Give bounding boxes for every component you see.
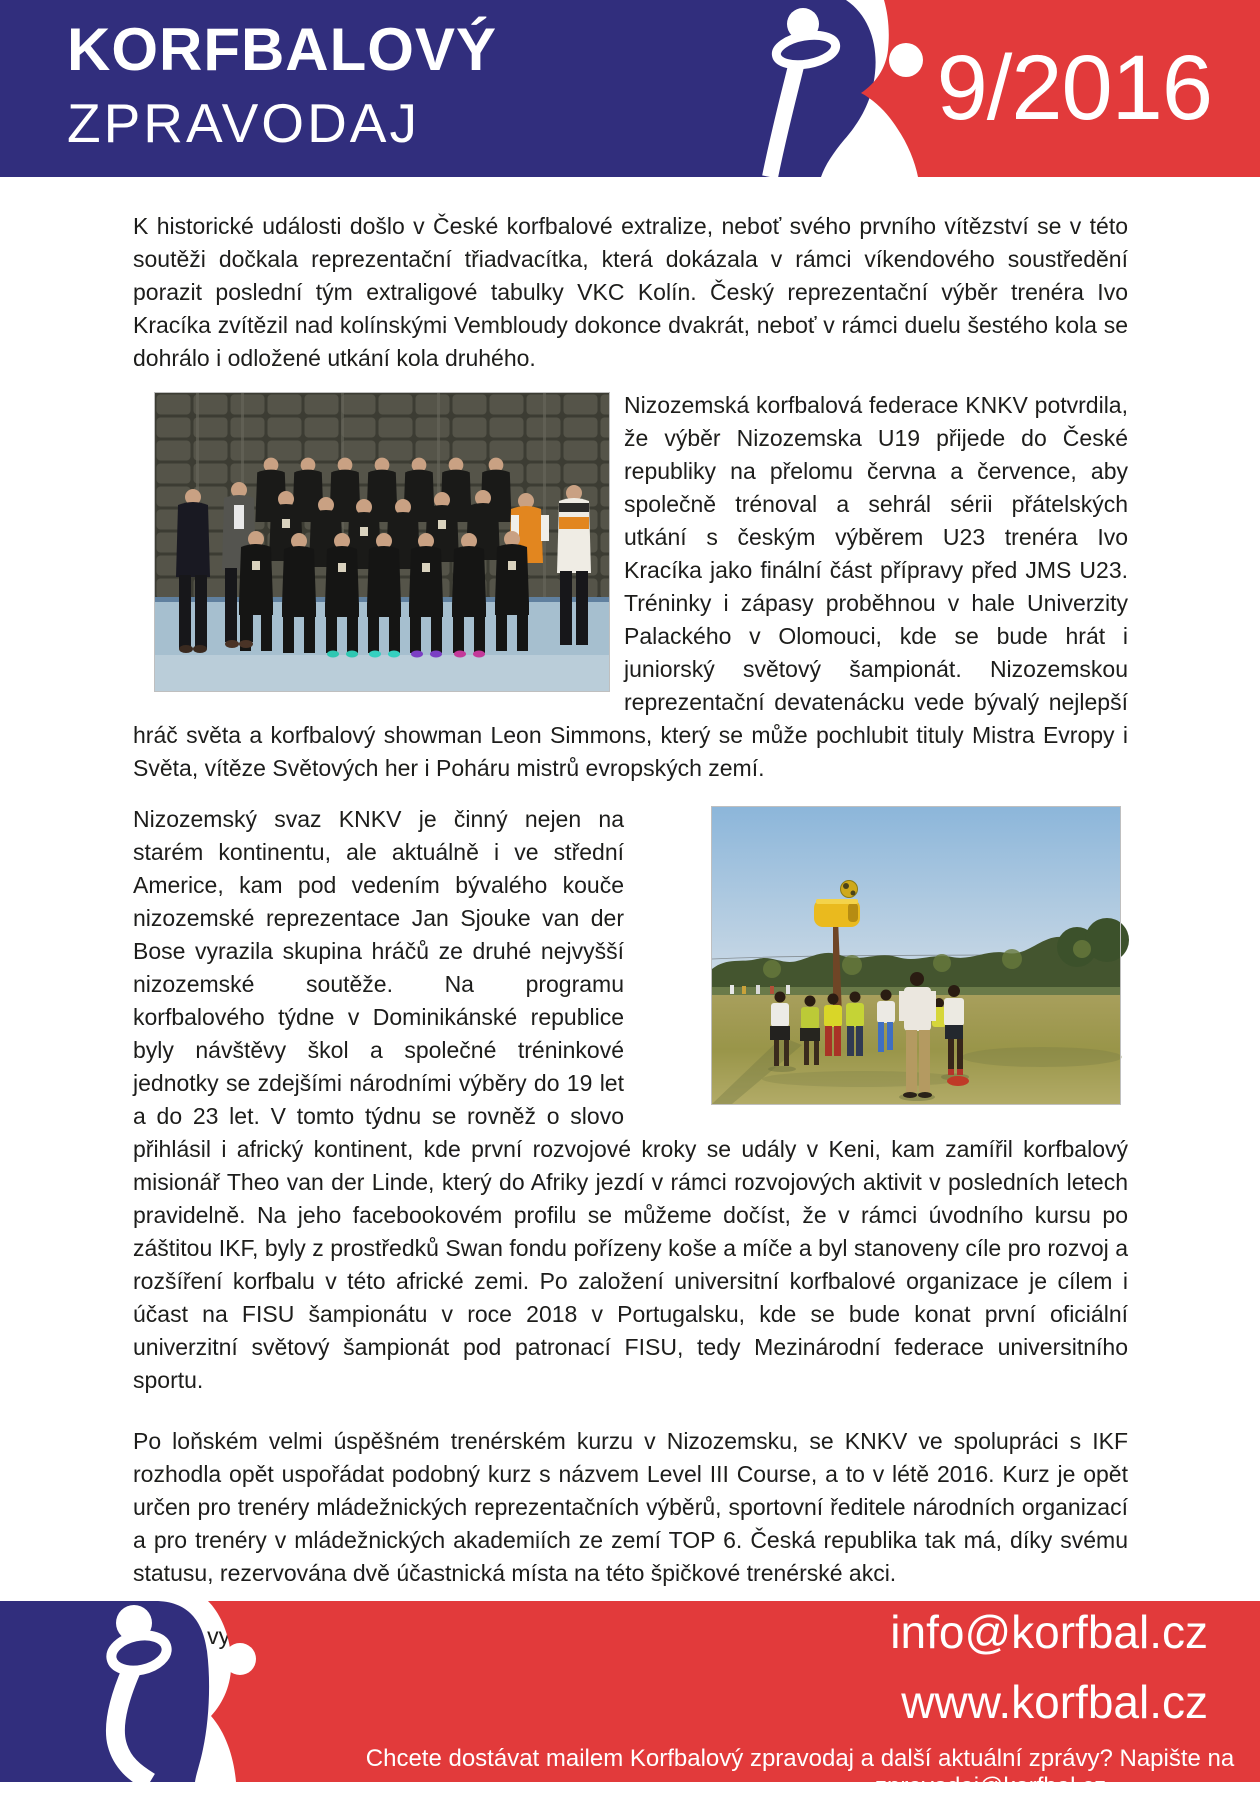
- newsletter-footer: [0, 1601, 1260, 1800]
- paragraph-development: Nizozemský svaz KNKV je činný nejen na starém kontinentu, ale aktuálně i ve střední Americe, kam pod vedením bývalého kouče nizozemské reprezentace Jan Sjouke van der Bose vyrazila skupina hráčů ze druhé nejvyšší nizozemské soutěže. Na programu korfbalového týdne v Dominikánské republice byly návštěvy škol a společné tréninkové jednotky se zdejšími národními výběry do 19 let a do 23 let. V tomto týdnu se rovněž o slovo přihlásil i africký kontinent, kde první rozvojové kroky se udály v Keni, kam zamířil korfbalový misionář Theo van der Linde, který do Afriky jezdí v rámci rozvojových aktivit v posledních letech pravidelně. Na jeho facebookovém profilu se můžeme dočíst, že v rámci úvodního kursu po záštitou IKF, byly z prostředků Swan fondu pořízeny koše a míče a byl stanoveny cíle pro rozvoj a rozšíření korfbalu v této africké zemi. Po založení universitní korfbalové organizace je cílem i účast na FISU šampionátu v roce 2018 v Portugalsku, kde se bude konat první oficiální univerzitní světový šampionát pod patronací FISU, tedy Mezinárodní federace universitního sportu.: [133, 806, 1128, 1393]
- newsletter-header: [0, 0, 1260, 177]
- issue-number: 9/2016: [936, 37, 1212, 139]
- article-body: [0, 177, 1260, 1658]
- paragraph-u19-visit: Nizozemská korfbalová federace KNKV potvrdila, že výběr Nizozemska U19 přijede do České republiky na přelomu června a července, aby společně trénoval a sehrál sérii přátelských utkání s českým výběrem U23 trenéra Ivo Kracíka jako finální část přípravy před JMS U23. Tréninky i zápasy proběhnou v hale Univerzity Palackého v Olomouci, kde se bude hrát i juniorský světový šampionát. Nizozemskou reprezentační devatenácku vede bývalý nejlepší hráč světa a korfbalový showman Leon Simmons, který se může pochlubit tituly Mistra Evropy i Světa, vítěze Světových her i Poháru mistrů evropských zemí.: [133, 392, 1128, 781]
- newsletter-title-line1: KORFBALOVÝ: [67, 16, 497, 83]
- team-photo-graphic: [155, 393, 609, 691]
- kenya-field-photo-graphic: [712, 807, 1120, 1104]
- contact-email: info@korfbal.cz: [890, 1606, 1208, 1658]
- paragraph-extraliga: K historické události došlo v České korfbalové extralize, neboť svého prvního vítězství se v této soutěži dočkala reprezentační třiadvacítka, která dokázala v rámci víkendového soustředění porazit poslední tým extraligové tabulky VKC Kolín. Český reprezentační výběr trenéra Ivo Kracíka zvítězil nad kolínskými Vembloudy dokonce dvakrát, neboť v rámci duelu šestého kola se dohrálo i odložené utkání kola druhého.: [133, 213, 1128, 371]
- section-knkv-u19: [133, 389, 1128, 785]
- section-world-development: [133, 803, 1128, 1397]
- newsletter-title-line2: ZPRAVODAJ: [67, 92, 420, 154]
- subscribe-email: zpravodaj@korfbal.cz: [875, 1773, 1107, 1800]
- subscribe-note: Chcete dostávat mailem Korfbalový zpravodaj a další aktuální zprávy? Napište na: [365, 1745, 1235, 1772]
- paragraph-level3-course: Po loňském velmi úspěšném trenérském kurzu v Nizozemsku, se KNKV ve spolupráci s IKF rozhodla opět uspořádat podobný kurz s názvem Level III Course, a to v létě 2016. Kurz je opět určen pro trenéry mládežnických reprezentačních výběrů, sportovní ředitele národních organizací a pro trenéry v mládežnických akademiích ze zemí TOP 6. Česká republika tak má, díky svému statusu, rezervována dvě účastnická místa na této špičkové trenérské akci.: [133, 1428, 1128, 1586]
- team-photo-image: [155, 393, 609, 691]
- kenya-field-photo-image: [712, 807, 1120, 1104]
- website-url: www.korfbal.cz: [901, 1676, 1208, 1728]
